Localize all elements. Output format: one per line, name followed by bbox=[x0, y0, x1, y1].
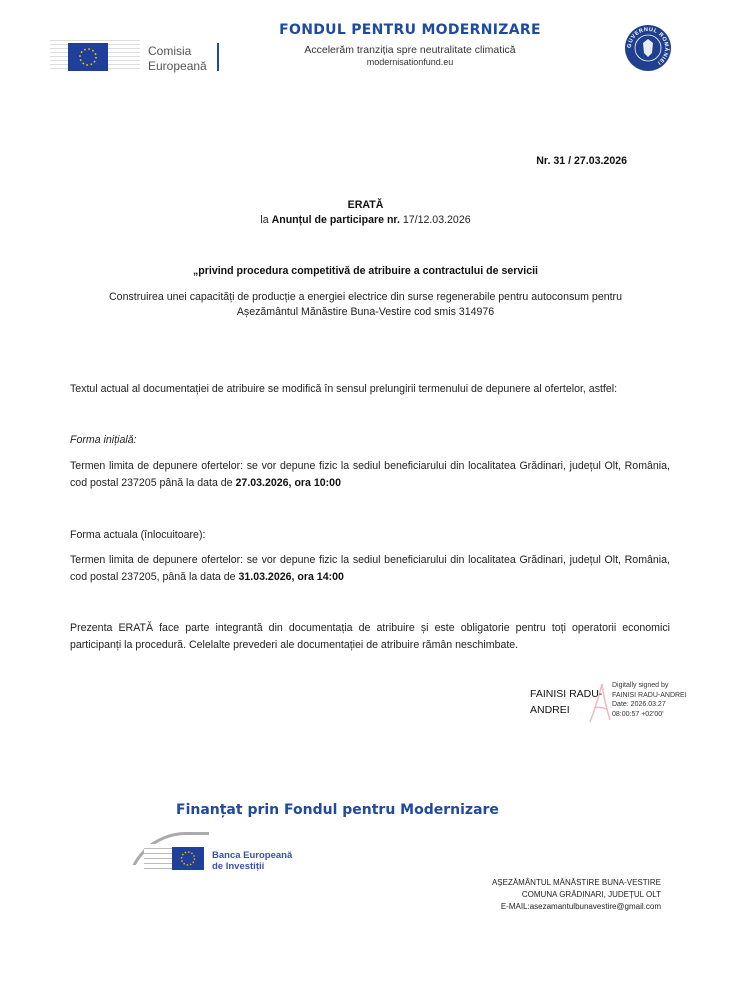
closing-paragraph: Prezenta ERATĂ face parte integrantă din documentația de atribuire și este obligatorie pentru toți operatorii economici participanți la procedură. Celelalte prevederi ale documentației de atribuire rămân neschimbate. bbox=[70, 622, 670, 651]
document-subtitle: la Anunțul de participare nr. 17/12.03.2026 bbox=[260, 214, 471, 226]
eib-logo-text: Banca Europeană bbox=[212, 850, 293, 861]
european-commission-logo bbox=[50, 27, 230, 73]
ec-logo-text: Comisia bbox=[148, 44, 192, 58]
eib-logo bbox=[124, 832, 314, 874]
fund-tagline: Accelerăm tranziția spre neutralitate climatică bbox=[304, 44, 516, 56]
document-title: ERATĂ bbox=[347, 199, 384, 211]
procedure-title: „privind procedura competitivă de atribuire a contractului de servicii bbox=[193, 265, 538, 277]
project-line: Construirea unei capacități de producție a energiei electrice din surse regenerabile pentru autoconsum pentru bbox=[109, 291, 622, 303]
fund-url[interactable]: modernisationfund.eu bbox=[366, 57, 454, 67]
fund-title: FONDUL PENTRU MODERNIZARE bbox=[279, 22, 541, 38]
project-line: Așezământul Mănăstire Buna-Vestire cod smis 314976 bbox=[236, 306, 495, 318]
current-form-label: Forma actuala (înlocuitoare): bbox=[70, 529, 206, 541]
eib-logo-text: de Investiții bbox=[212, 861, 265, 872]
romanian-government-seal-icon bbox=[624, 24, 672, 72]
seal-text: GUVERNUL ROMÂNIEI bbox=[626, 26, 670, 66]
intro-paragraph: Textul actual al documentației de atribuire se modifică în sensul prelungirii termenului de depunere al ofertelor, astfel: bbox=[70, 383, 618, 395]
funding-statement: Finanțat prin Fondul pentru Modernizare bbox=[176, 802, 499, 818]
eu-flag-icon bbox=[172, 847, 204, 870]
beneficiary-address: AȘEZĂMÂNTUL MĂNĂSTIRE BUNA-VESTIRE COMUNA GRĂDINARI, JUDEȚUL OLT E-MAIL:asezamantulbunavestire@gmail.com bbox=[491, 878, 661, 911]
ec-logo-text: Europeană bbox=[148, 59, 207, 73]
digital-signature-info: Digitally signed by FAINISI RADU-ANDREI Date: 2026.03.27 08:00:57 +02'00' bbox=[612, 682, 687, 718]
current-form-text: Termen limita de depunere ofertelor: se vor depune fizic la sediul beneficiarului din localitatea Grădinari, județul Olt, România, cod postal 237205, până la data de 31.03.2026, ora 14:00 bbox=[70, 554, 670, 583]
initial-form-label: Forma inițială: bbox=[70, 434, 137, 446]
signature-name: FAINISI RADU- ANDREI bbox=[530, 688, 603, 716]
initial-form-text: Termen limita de depunere ofertelor: se vor depune fizic la sediul beneficiarului din localitatea Grădinari, județul Olt, România, cod postal 237205 până la data de 27.03.2026, ora 10:00 bbox=[70, 460, 670, 489]
document-number: Nr. 31 / 27.03.2026 bbox=[536, 155, 627, 167]
eu-flag-icon bbox=[68, 43, 108, 71]
